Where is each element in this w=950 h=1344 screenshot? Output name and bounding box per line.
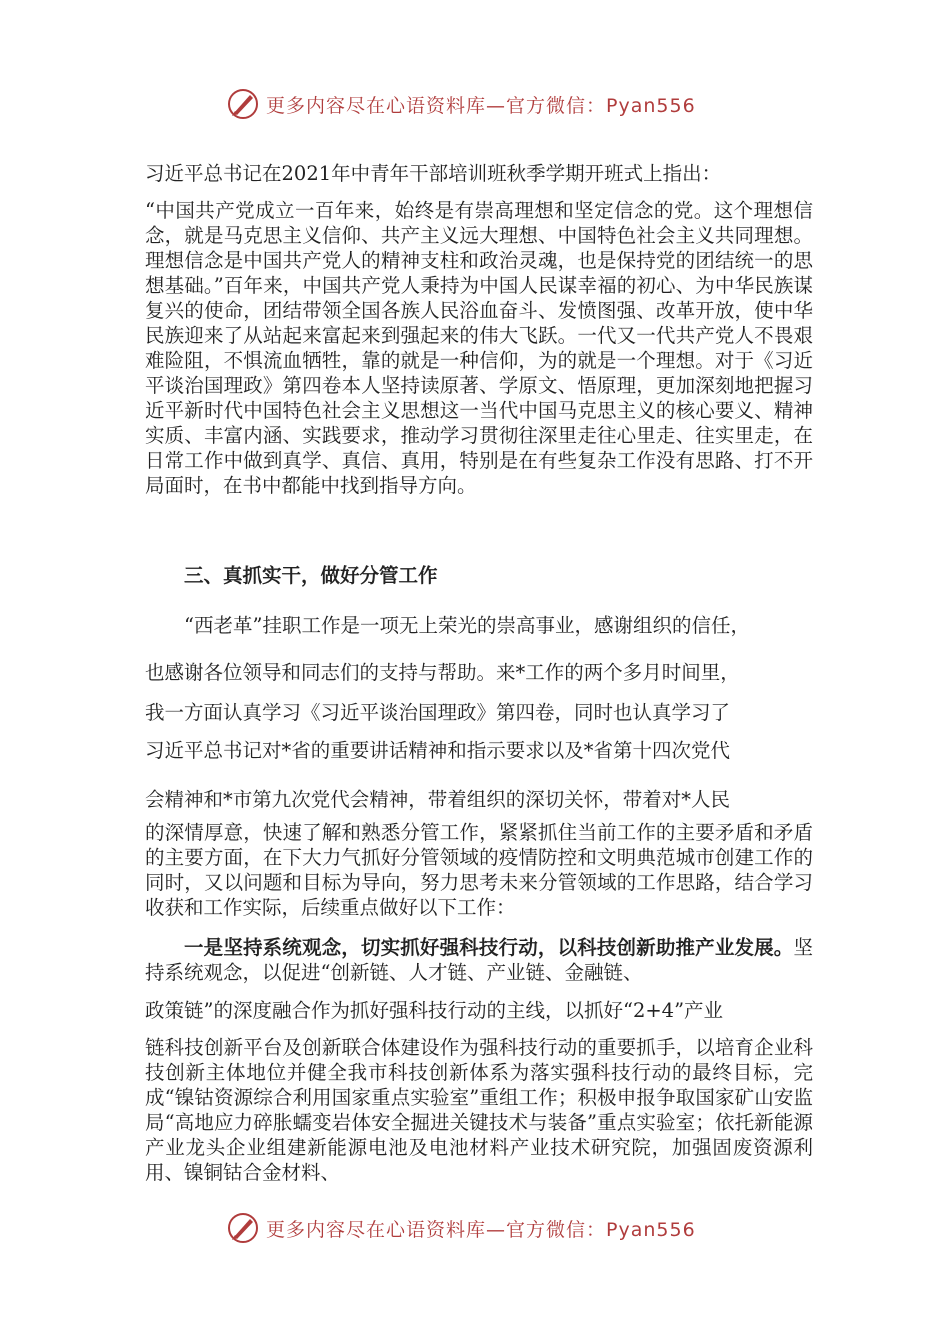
- body-line-2: 也感谢各位领导和同志们的支持与帮助。来*工作的两个多月时间里，: [145, 661, 740, 684]
- point-one-title: 一是坚持系统观念，切实抓好强科技行动，以科技创新助推产业发展。: [184, 936, 794, 959]
- quote-paragraph: “中国共产党成立一百年来，始终是有崇高理想和坚定信念的党。这个理想信念，就是马克思主义信仰、共产主义远大理想、中国特色社会主义共同理想。理想信念是中国共产党人的精神支柱和政治灵魂，也是保持党的团结统一的思想基础。”百年来，中国共产党人秉持为中国人民谋幸福的初心、为中华民族谋复兴的使命，团结带领全国各族人民浴血奋斗、发愤图强、改革开放，使中华民族迎来了从站起来富起来到强起来的伟大飞跃。一代又一代共产党人不畏艰难险阻，不惧流血牺牲，靠的就是一种信仰，为的就是一个理想。对于《习近平谈治国理政》第四卷本人坚持读原著、学原文、悟原理，更加深刻地把握习近平新时代中国特色社会主义思想这一当代中国马克思主义的核心要义、精神实质、丰富内涵、实践要求，推动学习贯彻往深里走往心里走、往实里走，在日常工作中做到真学、真信、真用，特别是在有些复杂工作没有思路、打不开局面时，在书中都能中找到指导方向。: [145, 199, 813, 497]
- intro-line: 习近平总书记在2021年中青年干部培训班秋季学期开班式上指出：: [145, 162, 722, 185]
- pen-logo-icon: [226, 87, 260, 121]
- body-line-4: 习近平总书记对*省的重要讲话精神和指示要求以及*省第十四次党代: [145, 739, 731, 762]
- section-heading-3: 三、真抓实干，做好分管工作: [184, 564, 438, 587]
- banner-text: 更多内容尽在心语资料库—官方微信：Pyan556: [266, 94, 696, 117]
- body-line-6: 政策链”的深度融合作为抓好强科技行动的主线，以抓好“2+4”产业: [145, 999, 724, 1022]
- work-paragraph: 的深情厚意，快速了解和熟悉分管工作，紧紧抓住当前工作的主要矛盾和矛盾的主要方面，在下大力气抓好分管领域的疫情防控和文明典范城市创建工作的同时，又以问题和目标为导向，努力思考未来分管领域的工作思路，结合学习收获和工作实际，后续重点做好以下工作：: [145, 821, 813, 919]
- body-line-5: 会精神和*市第九次党代会精神，带着组织的深切关怀，带着对*人民: [145, 788, 731, 811]
- pen-logo-icon: [226, 1211, 260, 1245]
- body-line-1: “西老革”挂职工作是一项无上荣光的崇高事业，感谢组织的信任，: [184, 614, 750, 637]
- body-line-3: 我一方面认真学习《习近平谈治国理政》第四卷，同时也认真学习了: [145, 701, 731, 724]
- footer-banner: [226, 1208, 746, 1248]
- point-one-text: 坚持系统观念，以促进“创新链、人才链、产业链、金融链、: [145, 936, 813, 984]
- header-banner: [226, 84, 746, 124]
- final-paragraph: 链科技创新平台及创新联合体建设作为强科技行动的重要抓手，以培育企业科技创新主体地位并健全我市科技创新体系为落实强科技行动的最终目标，完成“镍钴资源综合利用国家重点实验室”重组工作；积极申报争取国家矿山安监局“高地应力碎胀蠕变岩体安全掘进关键技术与装备”重点实验室；依托新能源产业龙头企业组建新能源电池及电池材料产业技术研究院，加强固废资源利用、镍铜钴合金材料、: [145, 1036, 813, 1184]
- point-one-paragraph: [145, 935, 813, 985]
- banner-text: 更多内容尽在心语资料库—官方微信：Pyan556: [266, 1218, 696, 1241]
